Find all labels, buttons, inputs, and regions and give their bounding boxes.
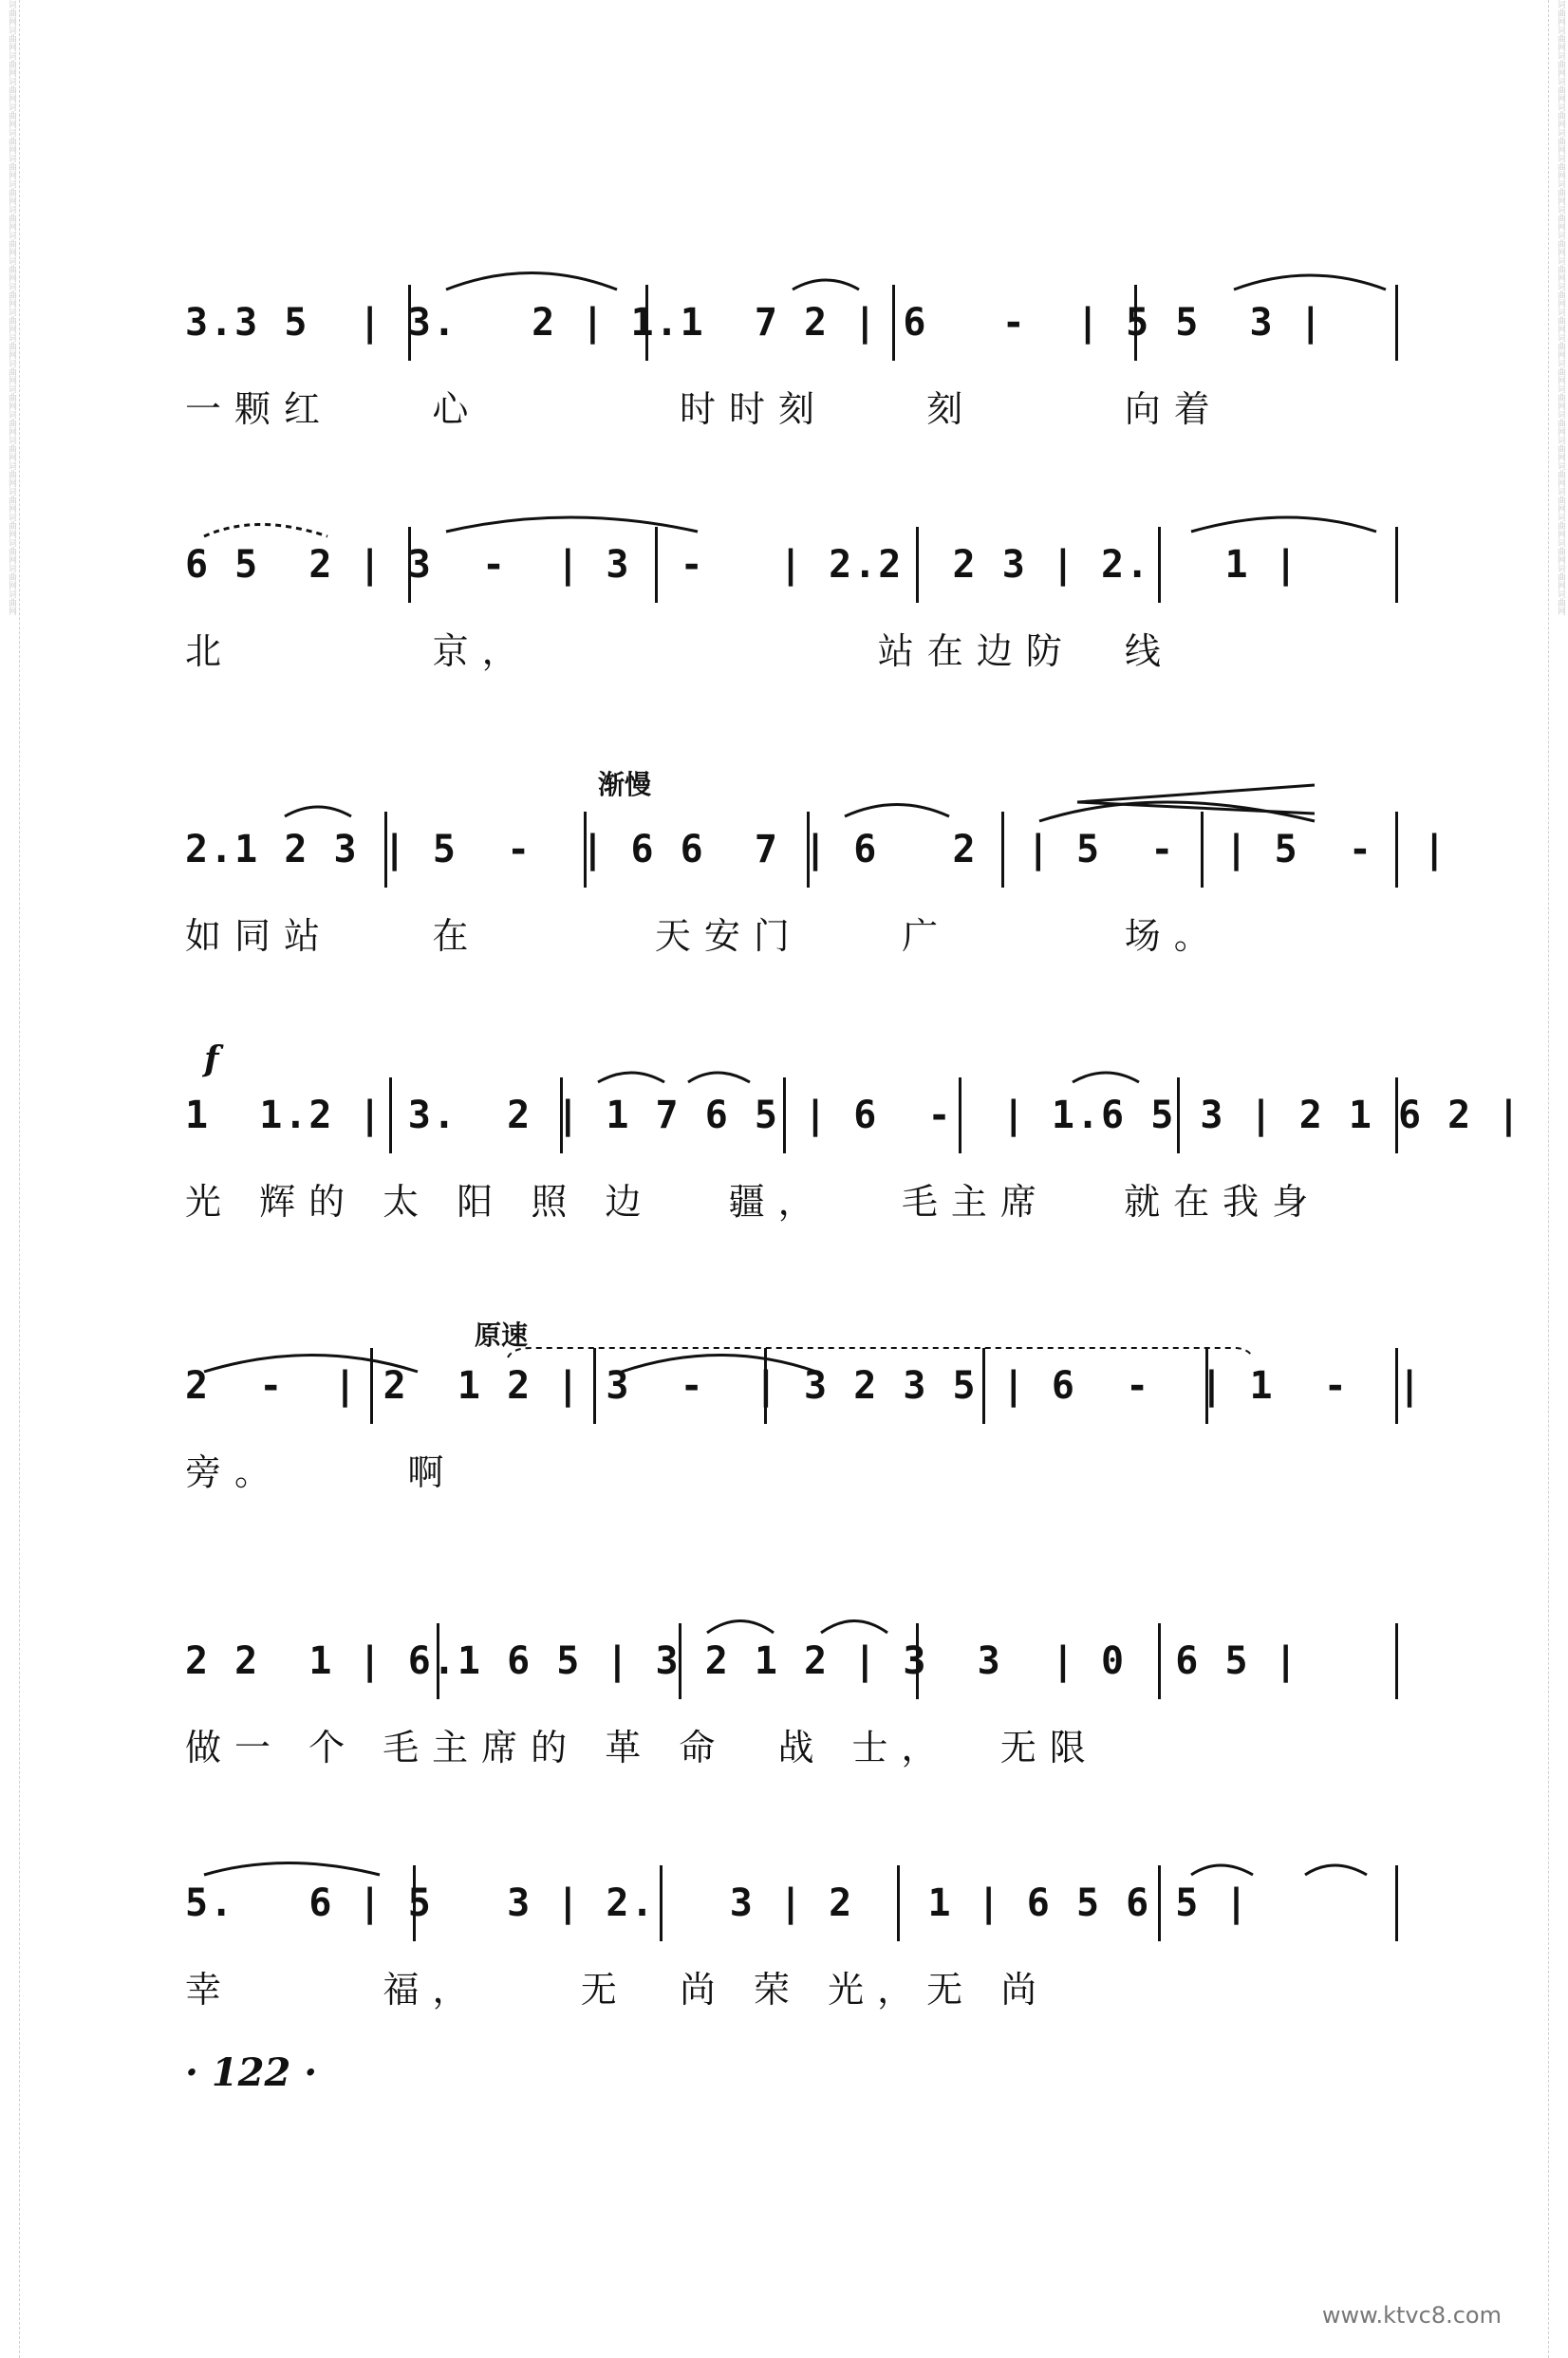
notation-line: 3.3 5 | 3. 2 | 1.1 7 2 | 6 - | 5 5 3 | xyxy=(185,301,1324,345)
score-system-1 xyxy=(0,266,1568,456)
notation-line: 1 1.2 | 3. 2 | 1 7 6 5 | 6 - | 1.6 5 3 | 2 1 6 2 | xyxy=(185,1094,1522,1137)
notation-line: 2.1 2 3 | 5 - | 6 6 7 | 6 2 | 5 - | 5 - | xyxy=(185,828,1448,871)
notation-line: 2 - | 2 1 2 | 3 - | 3 2 3 5 | 6 - | 1 - | xyxy=(185,1364,1424,1408)
notation-line: 6 5 2 | 3 - | 3 - | 2.2 2 3 | 2. 1 | xyxy=(185,543,1299,587)
lyric-line: 旁。 啊 xyxy=(185,1451,457,1493)
tempo-marking: 渐慢 xyxy=(598,769,652,800)
lyric-line: 光 辉的 太 阳 照 边 疆， 毛主席 就在我身 xyxy=(185,1181,1322,1223)
score-system-5 xyxy=(0,1319,1568,1519)
page-number: · 122 · xyxy=(185,2050,318,2095)
tempo-marking: 原速 xyxy=(475,1319,529,1351)
left-margin-label: 词曲网词曲网词曲网词曲网词曲网词曲网词曲网词曲网词曲网词曲网词曲网词曲网词曲网词曲网词曲网词曲网词曲网词曲网词曲网词曲网词曲网词曲网词曲网词曲网 xyxy=(7,0,16,615)
notation-line: 5. 6 | 5 3 | 2. 3 | 2 1 | 6 5 6 5 | xyxy=(185,1881,1250,1925)
lyric-line: 一颗红 心 时时刻 刻 向着 xyxy=(185,388,1223,430)
right-margin-label: 词曲网词曲网词曲网词曲网词曲网词曲网词曲网词曲网词曲网词曲网词曲网词曲网词曲网词曲网词曲网词曲网词曲网词曲网词曲网词曲网词曲网词曲网词曲网词曲网 xyxy=(1556,0,1565,615)
score-system-6 xyxy=(0,1604,1568,1794)
score-system-3 xyxy=(0,769,1568,982)
score-system-4 xyxy=(0,1039,1568,1248)
dynamic-marking: f xyxy=(204,1039,219,1079)
score-system-2 xyxy=(0,508,1568,698)
site-watermark: www.ktvc8.com xyxy=(1321,2302,1502,2329)
score-system-7 xyxy=(0,1846,1568,2036)
lyric-line: 北 京， 站在边防 线 xyxy=(185,630,1174,672)
notation-line: 2 2 1 | 6.1 6 5 | 3 2 1 2 | 3 3 | 0 6 5 | xyxy=(185,1639,1299,1683)
lyric-line: 如同站 在 天安门 广 场。 xyxy=(185,915,1223,957)
lyric-line: 做一 个 毛主席的 革 命 战 士， 无限 xyxy=(185,1727,1099,1768)
lyric-line: 幸 福， 无 尚 荣 光，无 尚 xyxy=(185,1969,1051,2011)
